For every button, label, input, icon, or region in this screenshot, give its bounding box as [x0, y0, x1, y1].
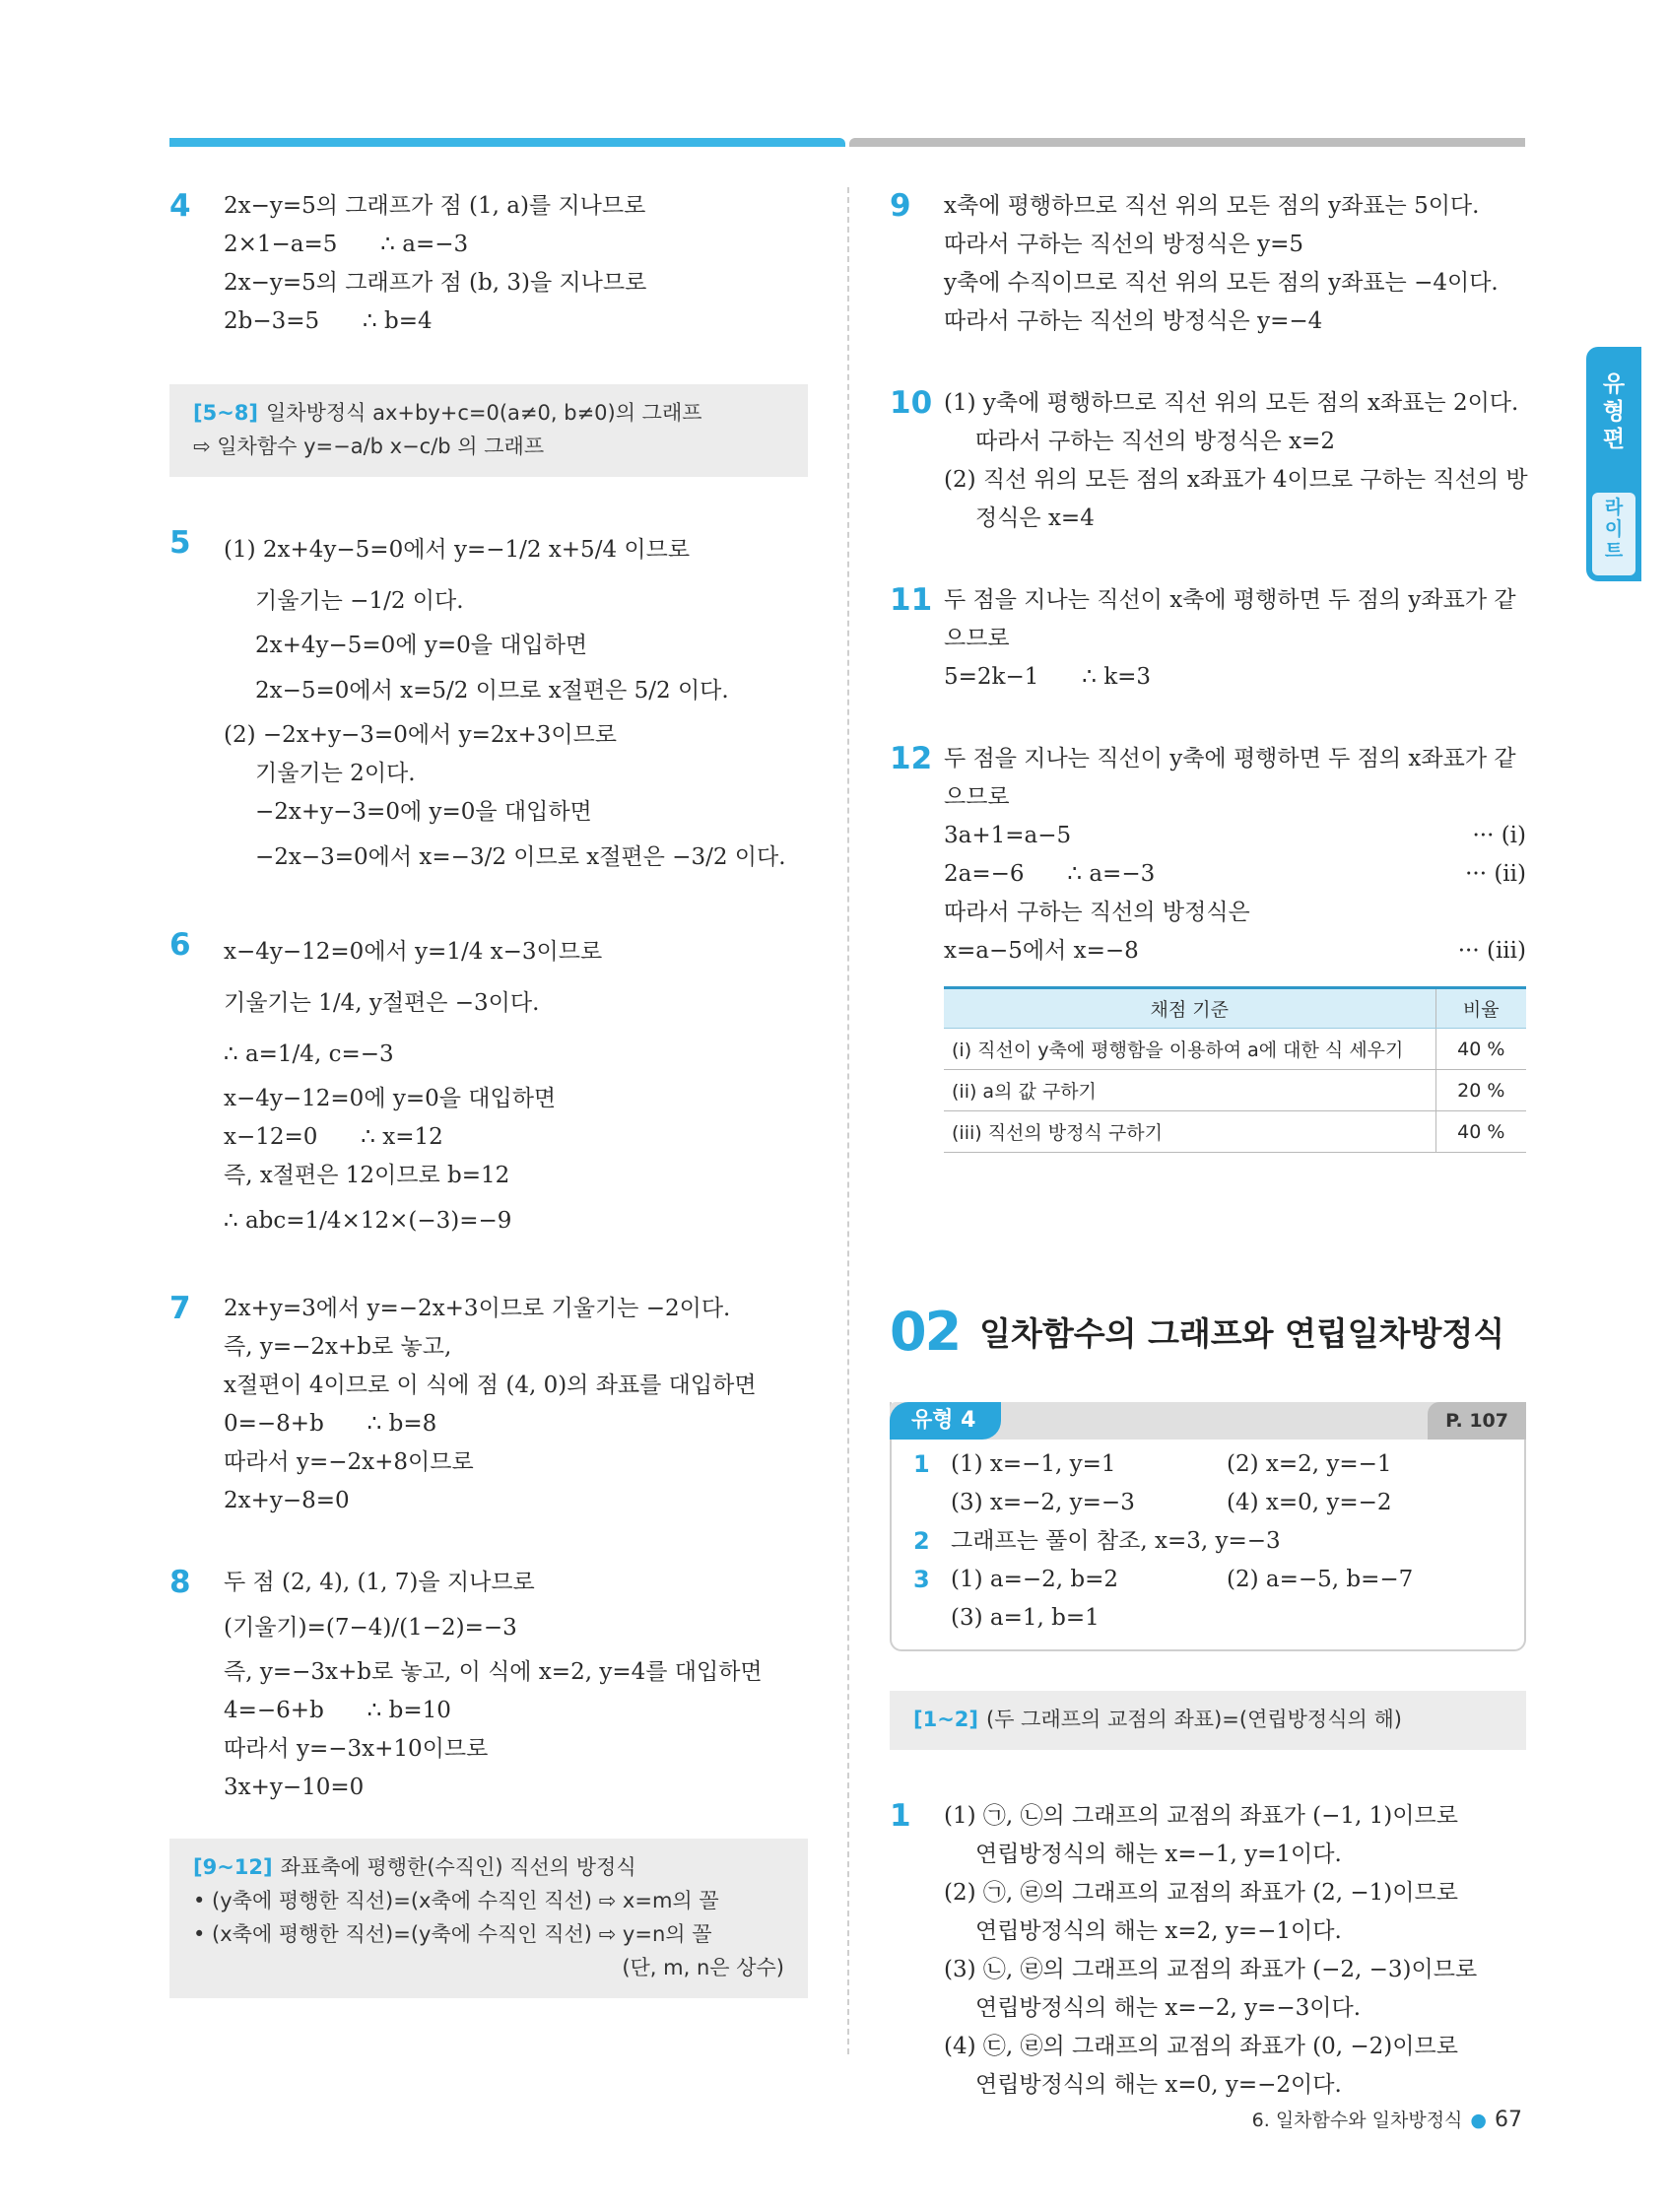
tip-line: 좌표축에 평행한(수직인) 직선의 방정식 — [280, 1855, 636, 1879]
tip-tag: [9~12] — [193, 1855, 273, 1879]
problem-number: 1 — [890, 1798, 911, 1834]
solution-line: 2×1−a=5 ∴ a=−3 — [224, 232, 469, 257]
table-row — [944, 1070, 1526, 1111]
step-equation: 2a=−6 ∴ a=−3 — [944, 861, 1156, 887]
problem-number: 4 — [169, 188, 191, 224]
table-cell: (ii) a의 값 구하기 — [944, 1070, 1435, 1111]
step-equation: 3a+1=a−5 — [944, 823, 1072, 848]
section-number: 02 — [890, 1301, 961, 1363]
solution-line: 따라서 구하는 직선의 방정식은 y=−4 — [944, 308, 1323, 334]
answer-text: 그래프는 풀이 참조, x=3, y=−3 — [951, 1528, 1281, 1554]
solution-line: ∴ a=1/4, c=−3 — [224, 1041, 394, 1067]
solution-line: y축에 수직이므로 직선 위의 모든 점의 y좌표는 −4이다. — [944, 270, 1499, 296]
solution-line: (2) 직선 위의 모든 점의 x좌표가 4이므로 구하는 직선의 방 — [944, 467, 1528, 493]
table-cell: (iii) 직선의 방정식 구하기 — [944, 1111, 1435, 1153]
solution-line: x−12=0 ∴ x=12 — [224, 1124, 443, 1150]
problem-number: 5 — [169, 525, 191, 561]
tip-line: ⇨ 일차함수 y=−a/b x−c/b 의 그래프 — [193, 435, 545, 458]
solution-line: 기울기는 1/4, y절편은 −3이다. — [224, 990, 540, 1016]
solution-line: (2) ㉠, ㉣의 그래프의 교점의 좌표가 (2, −1)이므로 — [944, 1880, 1458, 1906]
side-tab-bottom — [1592, 493, 1635, 575]
problem-number: 10 — [890, 385, 933, 421]
solution-line: 연립방정식의 해는 x=−1, y=1이다. — [975, 1842, 1342, 1867]
problem-number: 6 — [169, 927, 191, 963]
type-label: 유형 4 — [890, 1402, 1001, 1440]
solution-1 — [890, 1797, 1526, 2105]
page-footer — [1252, 2106, 1522, 2132]
answer-number: 3 — [913, 1566, 930, 1593]
solution-line: (기울기)=(7−4)/(1−2)=−3 — [224, 1615, 517, 1641]
table-cell: 20 % — [1435, 1070, 1526, 1111]
section-title: 일차함수의 그래프와 연립일차방정식 — [979, 1314, 1505, 1353]
table-row — [944, 1029, 1526, 1070]
problem-8 — [169, 1564, 808, 1807]
answer-number — [913, 1599, 951, 1638]
solution-line: 2b−3=5 ∴ b=4 — [224, 308, 433, 334]
solution-line: 즉, y=−3x+b로 놓고, 이 식에 x=2, y=4를 대입하면 — [224, 1659, 763, 1685]
solution-line: 즉, y=−2x+b로 놓고, — [224, 1334, 452, 1360]
solution-line: −2x+y−3=0에 y=0을 대입하면 — [255, 799, 592, 825]
step-mark: ··· (i) — [1472, 823, 1526, 848]
side-tab-top — [1586, 370, 1641, 453]
tip-box-5-8 — [169, 384, 808, 477]
answer-row — [892, 1445, 1524, 1484]
solution-line: (1) ㉠, ㉡의 그래프의 교점의 좌표가 (−1, 1)이므로 — [944, 1803, 1458, 1829]
answer-text: (1) a=−2, b=2 — [951, 1567, 1119, 1592]
problem-number: 7 — [169, 1291, 191, 1326]
solution-step — [944, 817, 1526, 855]
tip-line: 일차방정식 ax+by+c=0(a≠0, b≠0)의 그래프 — [266, 401, 702, 425]
problem-7 — [169, 1290, 808, 1520]
type-4-header — [890, 1402, 1526, 1440]
solution-line: 따라서 구하는 직선의 방정식은 x=2 — [975, 429, 1335, 454]
solution-line: 연립방정식의 해는 x=2, y=−1이다. — [975, 1918, 1342, 1944]
solution-line: 즉, x절편은 12이므로 b=12 — [224, 1163, 510, 1188]
table-cell: 40 % — [1435, 1029, 1526, 1070]
solution-line: 따라서 구하는 직선의 방정식은 y=5 — [944, 232, 1303, 257]
table-header: 비율 — [1435, 988, 1526, 1029]
page-number: 67 — [1495, 2108, 1522, 2132]
solution-line: 으므로 — [944, 784, 1010, 810]
problem-number: 9 — [890, 188, 911, 224]
step-equation: x=a−5에서 x=−8 — [944, 938, 1139, 964]
side-tab[interactable] — [1586, 347, 1641, 581]
solution-line: 기울기는 2이다. — [255, 761, 416, 786]
answer-text: (3) a=1, b=1 — [951, 1605, 1100, 1631]
solution-line: 4=−6+b ∴ b=10 — [224, 1698, 451, 1723]
chapter-title: 6. 일차함수와 일차방정식 — [1251, 2110, 1463, 2131]
column-divider — [847, 187, 849, 2054]
answer-text: (3) x=−2, y=−3 — [951, 1490, 1135, 1515]
answer-number — [913, 1484, 951, 1522]
problem-number: 11 — [890, 582, 933, 618]
solution-line: 두 점 (2, 4), (1, 7)을 지나므로 — [224, 1570, 535, 1595]
solution-line: x−4y−12=0에서 y=1/4 x−3이므로 — [224, 939, 603, 965]
problem-6 — [169, 926, 808, 1246]
solution-line: 0=−8+b ∴ b=8 — [224, 1411, 437, 1437]
answer-row — [892, 1599, 1524, 1638]
page-reference[interactable]: P. 107 — [1428, 1402, 1526, 1440]
answer-text: (4) x=0, y=−2 — [1227, 1490, 1392, 1515]
solution-line: x절편이 4이므로 이 식에 점 (4, 0)의 좌표를 대입하면 — [224, 1373, 757, 1398]
answer-number: 2 — [913, 1527, 930, 1555]
problem-9 — [890, 187, 1526, 341]
tip-line: • (y축에 평행한 직선)=(x축에 수직인 직선) ⇨ x=m의 꼴 — [193, 1889, 719, 1912]
solution-line: (4) ㉢, ㉣의 그래프의 교점의 좌표가 (0, −2)이므로 — [944, 2034, 1458, 2059]
solution-line: 5=2k−1 ∴ k=3 — [944, 664, 1152, 690]
side-tab-bottom-text: 라이트 — [1604, 497, 1624, 562]
top-bar-left — [169, 138, 845, 147]
type-4-answer-box — [890, 1402, 1526, 1651]
tip-box-9-12 — [169, 1839, 808, 1998]
solution-line: 기울기는 −1/2 이다. — [255, 588, 464, 614]
solution-line: (1) 2x+4y−5=0에서 y=−1/2 x+5/4 이므로 — [224, 537, 691, 563]
problem-11 — [890, 581, 1526, 697]
tip-line: • (x축에 평행한 직선)=(y축에 수직인 직선) ⇨ y=n의 꼴 — [193, 1922, 712, 1946]
problem-5 — [169, 524, 808, 883]
solution-line: 2x−5=0에서 x=5/2 이므로 x절편은 5/2 이다. — [255, 678, 729, 704]
problem-number: 12 — [890, 741, 933, 776]
tip-box-1-2 — [890, 1691, 1526, 1750]
answer-text: (1) x=−1, y=1 — [951, 1451, 1116, 1477]
tip-line: (단, m, n은 상수) — [622, 1956, 784, 1979]
section-heading — [890, 1301, 1526, 1363]
grading-table — [944, 986, 1526, 1153]
left-column — [169, 187, 808, 2045]
solution-line: 2x+y=3에서 y=−2x+3이므로 기울기는 −2이다. — [224, 1296, 731, 1321]
solution-line: (1) y축에 평행하므로 직선 위의 모든 점의 x좌표는 2이다. — [944, 390, 1519, 416]
solution-line: 2x+y−8=0 — [224, 1488, 350, 1513]
solution-line: −2x−3=0에서 x=−3/2 이므로 x절편은 −3/2 이다. — [255, 844, 786, 870]
solution-line: (2) −2x+y−3=0에서 y=2x+3이므로 — [224, 722, 618, 748]
solution-line: x−4y−12=0에 y=0을 대입하면 — [224, 1086, 557, 1111]
answer-number: 1 — [913, 1450, 930, 1478]
solution-line: 정식은 x=4 — [975, 505, 1095, 531]
answer-row — [892, 1561, 1524, 1599]
table-header: 채점 기준 — [944, 988, 1435, 1029]
table-row — [944, 1111, 1526, 1153]
solution-line: 3x+y−10=0 — [224, 1775, 365, 1800]
solution-line: x축에 평행하므로 직선 위의 모든 점의 y좌표는 5이다. — [944, 193, 1480, 219]
solution-step — [944, 855, 1526, 894]
step-mark: ··· (ii) — [1465, 861, 1526, 887]
tip-line: (두 그래프의 교점의 좌표)=(연립방정식의 해) — [986, 1708, 1402, 1731]
solution-line: 따라서 y=−2x+8이므로 — [224, 1449, 474, 1475]
solution-line: 연립방정식의 해는 x=−2, y=−3이다. — [975, 1995, 1362, 2021]
solution-line: 연립방정식의 해는 x=0, y=−2이다. — [975, 2072, 1342, 2098]
solution-line: ∴ abc=1/4×12×(−3)=−9 — [224, 1208, 512, 1234]
problem-12 — [890, 740, 1526, 1153]
solution-line: 2x−y=5의 그래프가 점 (1, a)를 지나므로 — [224, 193, 646, 219]
problem-10 — [890, 384, 1526, 538]
answer-row — [892, 1522, 1524, 1561]
step-mark: ··· (iii) — [1457, 938, 1526, 964]
solution-line: 2x+4y−5=0에 y=0을 대입하면 — [255, 633, 588, 658]
solution-line: 따라서 y=−3x+10이므로 — [224, 1736, 489, 1762]
answer-row — [892, 1484, 1524, 1522]
solution-line: 으므로 — [944, 626, 1010, 651]
solution-step — [944, 894, 1526, 932]
solution-line: (3) ㉡, ㉣의 그래프의 교점의 좌표가 (−2, −3)이므로 — [944, 1957, 1478, 1982]
answer-text: (2) a=−5, b=−7 — [1227, 1567, 1414, 1592]
problem-number: 8 — [169, 1565, 191, 1600]
step-equation: 따라서 구하는 직선의 방정식은 — [944, 900, 1250, 925]
bullet-dot-icon: ● — [1470, 2110, 1487, 2131]
table-cell: (i) 직선이 y축에 평행함을 이용하여 a에 대한 식 세우기 — [944, 1029, 1435, 1070]
solution-line: 두 점을 지나는 직선이 x축에 평행하면 두 점의 y좌표가 같 — [944, 587, 1516, 613]
side-tab-top-text: 유형편 — [1602, 371, 1626, 452]
solution-line: 두 점을 지나는 직선이 y축에 평행하면 두 점의 x좌표가 같 — [944, 746, 1516, 771]
solution-step — [944, 932, 1526, 971]
table-cell: 40 % — [1435, 1111, 1526, 1153]
solution-line: 2x−y=5의 그래프가 점 (b, 3)을 지나므로 — [224, 270, 647, 296]
tip-tag: [1~2] — [913, 1708, 979, 1731]
answer-text: (2) x=2, y=−1 — [1227, 1451, 1392, 1477]
tip-tag: [5~8] — [193, 401, 259, 425]
problem-4 — [169, 187, 808, 341]
right-column — [890, 187, 1526, 2148]
top-bar-right — [849, 138, 1525, 147]
